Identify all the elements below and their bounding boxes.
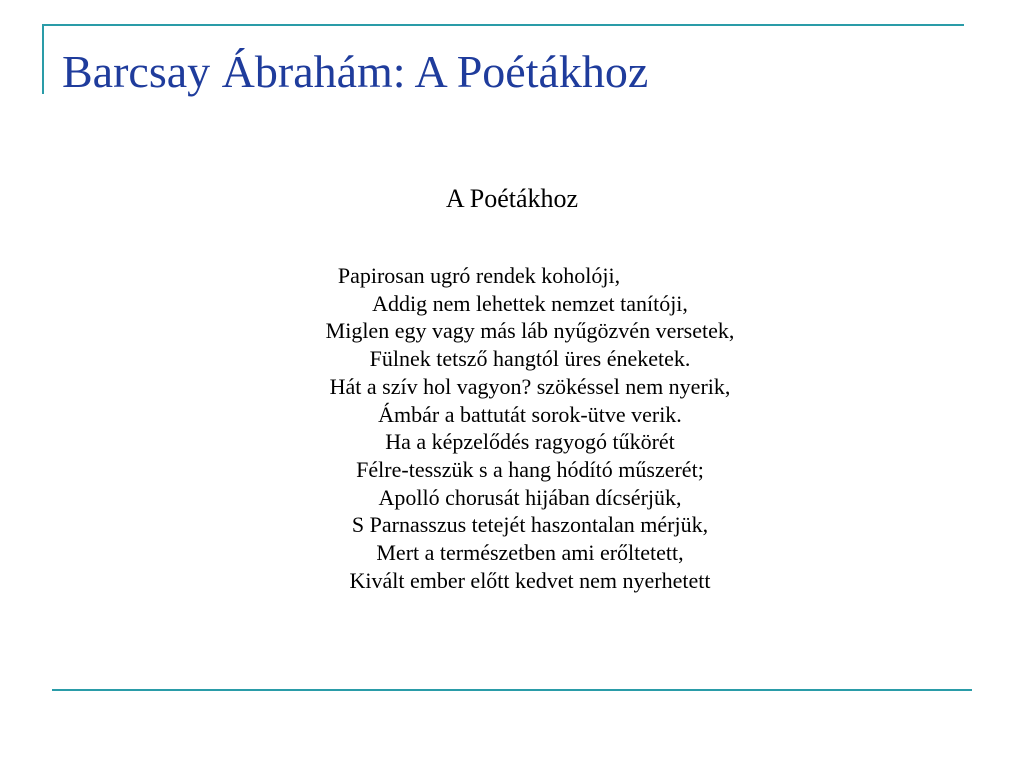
bottom-divider: [52, 689, 972, 691]
poem-line: Apolló chorusát hijában dícsérjük,: [378, 484, 682, 510]
poem-line: Papirosan ugró rendek koholóji,: [337, 263, 621, 288]
poem-line: Mert a természetben ami erőltetett,: [376, 540, 684, 566]
poem-line: Ha a képzelődés ragyogó tűkörét: [385, 429, 675, 455]
poem-line: Fülnek tetsző hangtól üres éneketek.: [369, 346, 691, 372]
poem-title: A Poétákhoz: [445, 184, 579, 213]
poem-line: Ámbár a battutát sorok-ütve verik.: [378, 401, 682, 427]
poem-body: [160, 262, 900, 594]
slide-title: Barcsay Ábrahám: A Poétákhoz: [62, 46, 649, 97]
top-divider: [42, 24, 964, 26]
poem-line: Félre-tesszük s a hang hódító műszerét;: [356, 456, 704, 482]
poem-line: Kivált ember előtt kedvet nem nyerhetett: [349, 567, 711, 593]
poem-line: Miglen egy vagy más láb nyűgözvén versetek,: [325, 318, 735, 344]
poem-line: Addig nem lehettek nemzet tanítóji,: [372, 290, 688, 316]
poem-line: S Parnasszus tetejét haszontalan mérjük,: [351, 512, 709, 538]
poem-line: Hát a szív hol vagyon? szökéssel nem nyerik,: [329, 373, 731, 399]
left-accent-line: [42, 24, 44, 94]
